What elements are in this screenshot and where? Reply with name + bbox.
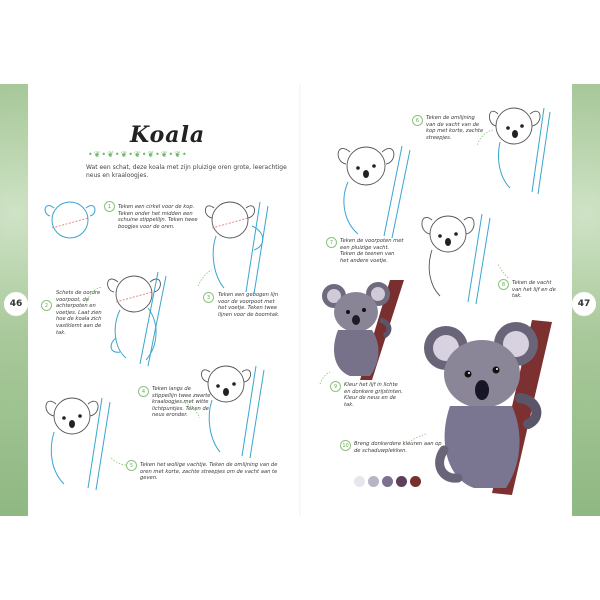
step-2-sketch	[100, 268, 180, 368]
page-title: Koala	[130, 122, 206, 148]
title-ornament: •❦•❦•❦•❦•❦•❦•❦•	[88, 150, 188, 159]
step-5-arrow	[108, 455, 128, 469]
step-1-sketch	[40, 196, 110, 246]
step-4-text: Teken langs de stippellijn twee zwarte kraaloogjes met witte lichtpuntjes. Teken de neus eronder.	[152, 386, 211, 419]
step-4-arrow	[180, 400, 204, 420]
step-9-text: Kleur het lijf in lichte en donkere grijstinten. Kleur de neus en de tak.	[344, 382, 403, 408]
step-9-arrow	[318, 370, 332, 386]
color-swatches	[354, 476, 421, 487]
step-6-sketch	[488, 102, 558, 192]
step-4-sketch	[196, 360, 276, 456]
swatch-2	[368, 476, 379, 487]
step-5-number: 5	[126, 460, 137, 471]
intro-text: Wat een schat, deze koala met zijn pluizige oren grote, leerachtige neus en kraaloogjes.	[86, 164, 287, 179]
step-7-number: 7	[326, 237, 337, 248]
swatch-3	[382, 476, 393, 487]
step-10-arrow	[404, 432, 428, 446]
book-gutter	[299, 84, 301, 516]
step-3-text: Teken een gebogen lijn voor de voorpoot met het voetje. Teken twee lijnen voor de boomtak.	[218, 292, 280, 318]
page-number-left: 46	[4, 292, 28, 316]
page-number-right: 47	[572, 292, 596, 316]
step-7-sketch	[332, 138, 412, 238]
step-1-text: Teken een cirkel voor de kop. Teken onder het midden een schuine stippellijn. Teken twee boogjes voor de oren.	[118, 204, 198, 230]
step-5-sketch	[40, 392, 120, 488]
swatch-5	[410, 476, 421, 487]
step-10-number: 10	[340, 440, 351, 451]
step-6-arrow	[475, 128, 495, 148]
step-2-text: Schets de oordre voorpoot, de achterpoten en voetjes. Laat zien hoe de koala zich vastklemt aan de tak.	[56, 290, 102, 336]
step-1-number: 1	[104, 201, 115, 212]
step-4-number: 4	[138, 386, 149, 397]
swatch-4	[396, 476, 407, 487]
step-9-number: 9	[330, 381, 341, 392]
step-8-number: 8	[498, 279, 509, 290]
step-3-number: 3	[203, 292, 214, 303]
step-2-number: 2	[41, 300, 52, 311]
step-6-text: Teken de omlijning van de vacht van de kop met korte, zachte streepjes.	[426, 115, 484, 141]
step-6-number: 6	[412, 115, 423, 126]
step-10-coloured-koala	[424, 320, 564, 495]
step-10-text: Breng donkerdere kleuren aan op de schaduwplekken.	[354, 441, 442, 454]
step-3-arrow	[196, 268, 216, 288]
swatch-1	[354, 476, 365, 487]
step-7-text: Teken de voorpoten met een pluizige vacht. Teken de teenen van het andere voetje.	[340, 238, 404, 264]
step-5-text: Teken het wollige vachtje. Teken de omlijning van de oren met korte, zachte streepjes om de vacht aan te geven.	[140, 462, 278, 482]
step-2-arrow	[84, 285, 104, 305]
step-8-text: Teken de vacht van het lijf en de tak.	[512, 280, 556, 300]
step-8-sketch	[418, 210, 498, 306]
step-8-arrow	[496, 262, 510, 280]
step-9-coloured-koala	[320, 280, 410, 380]
